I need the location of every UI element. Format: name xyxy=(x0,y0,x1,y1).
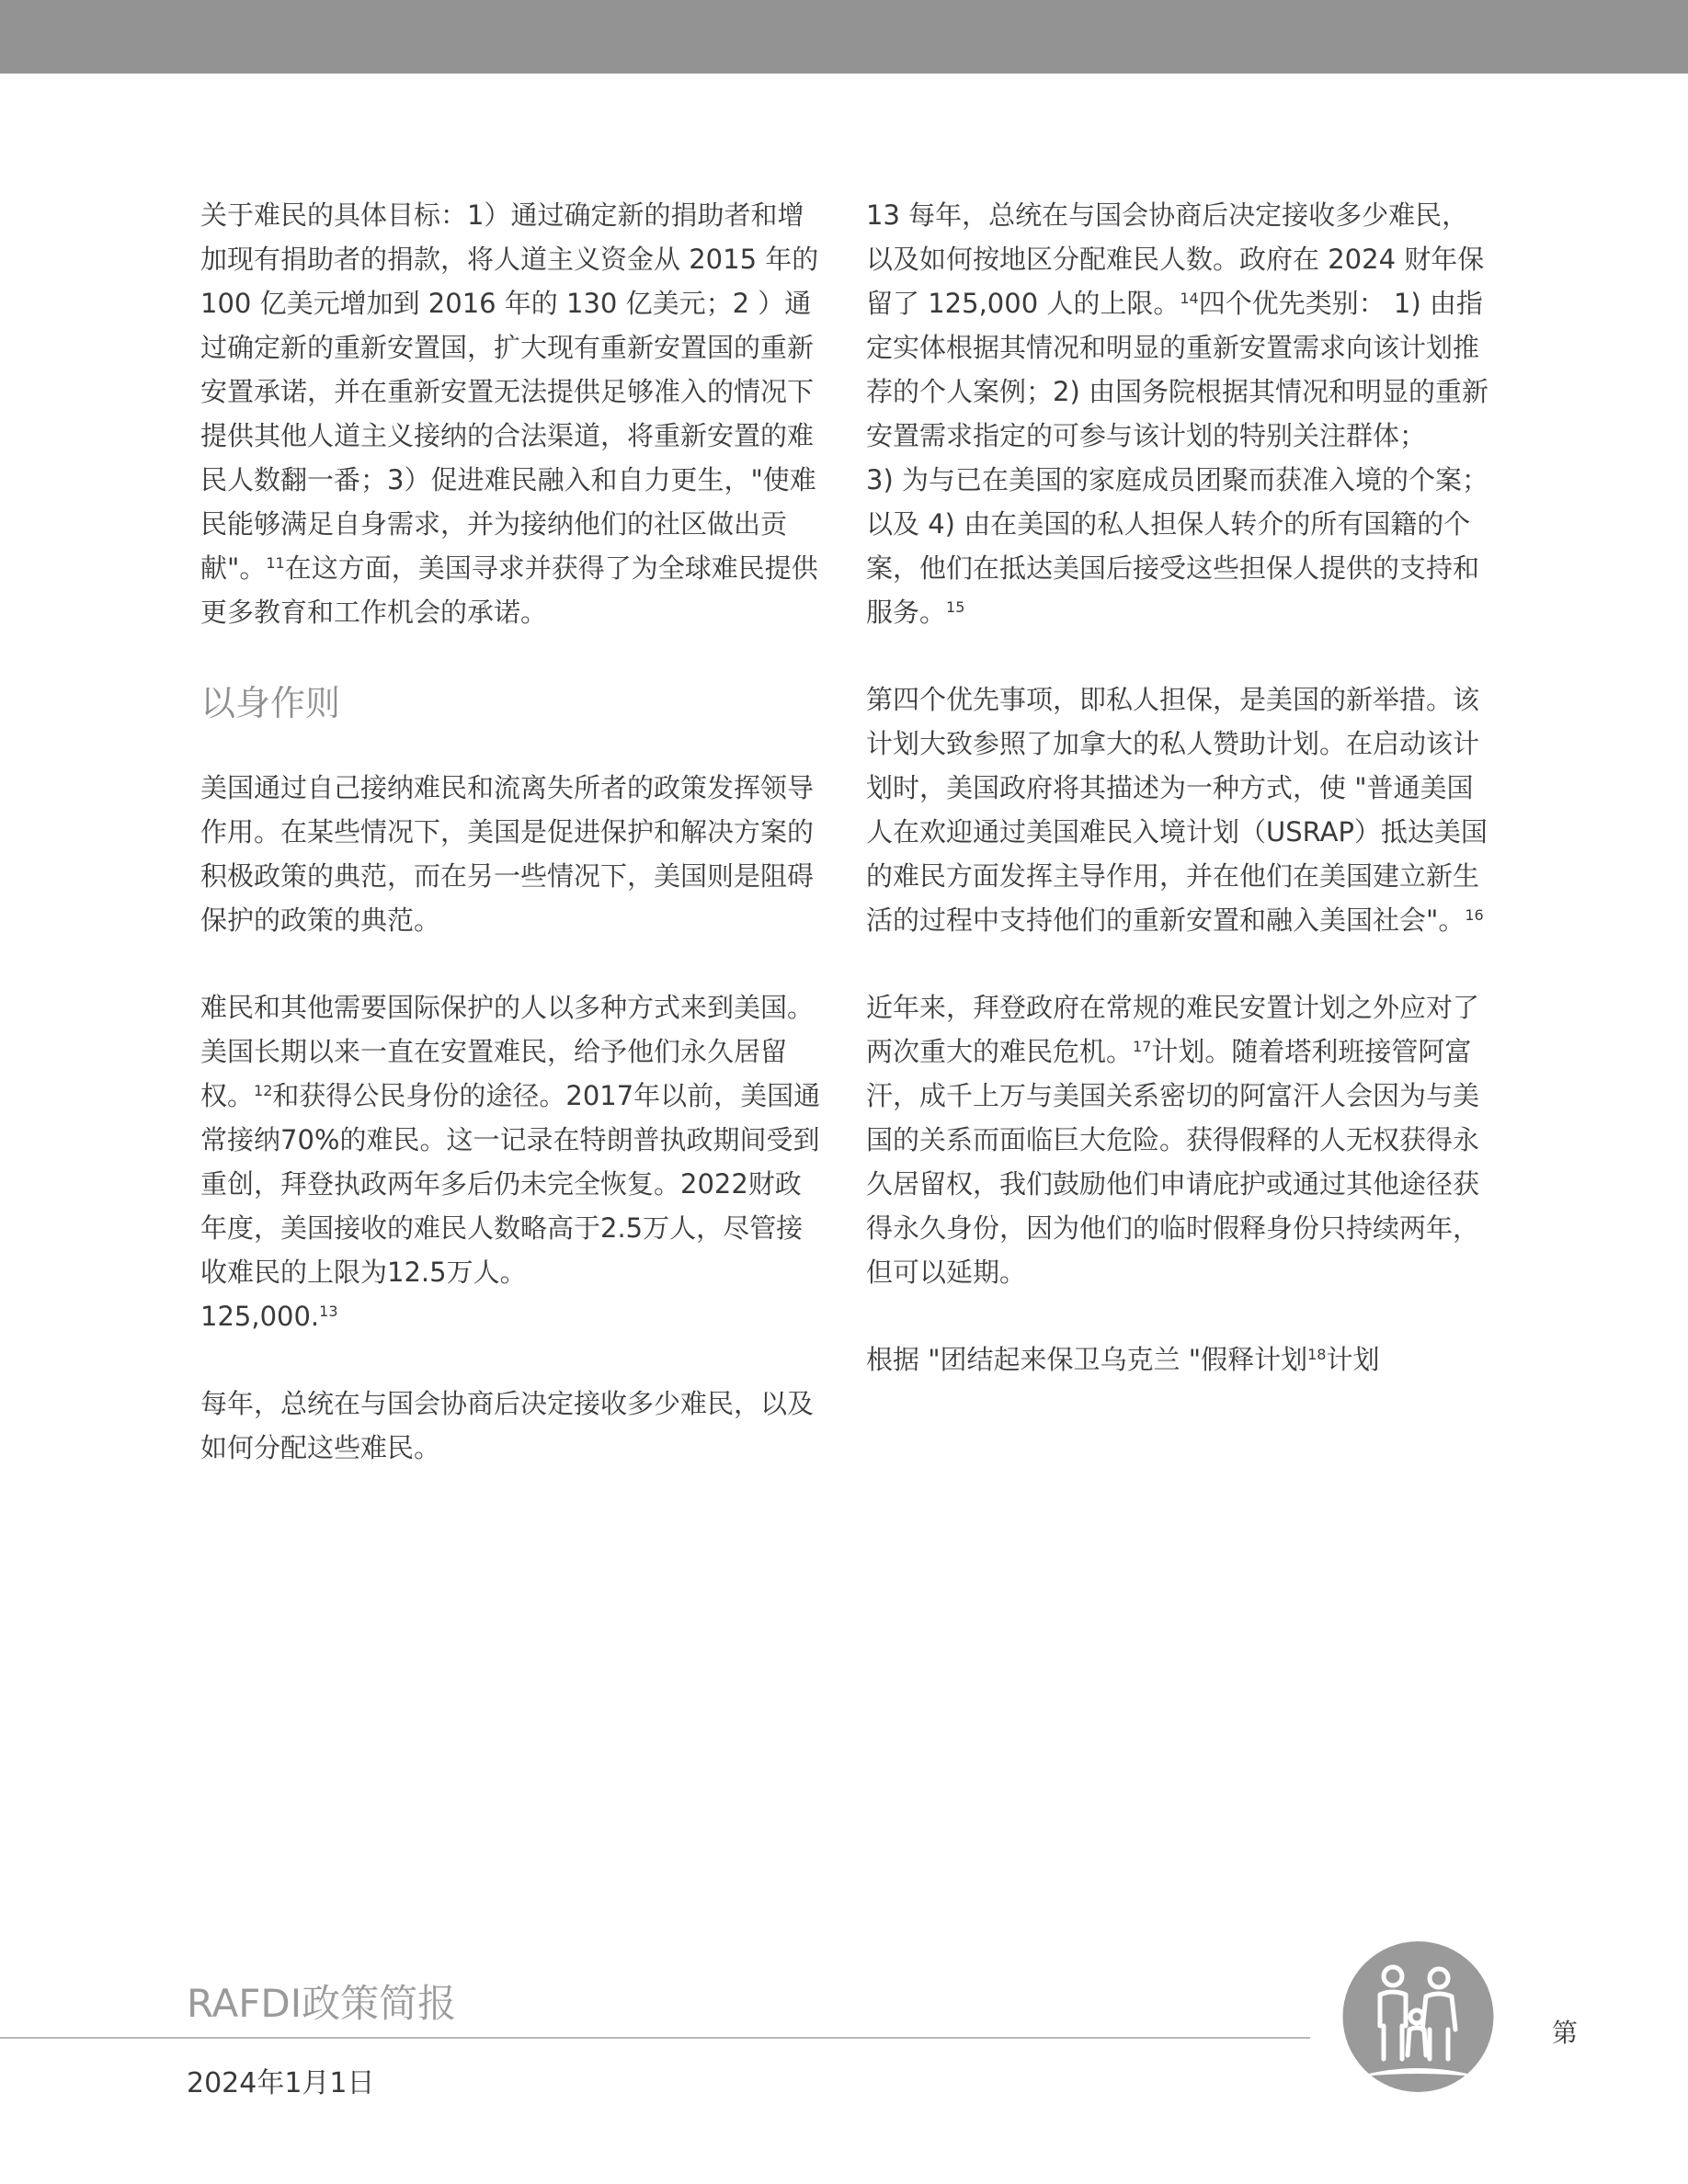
paragraph: 13 每年，总统在与国会协商后决定接收多少难民，以及如何按地区分配难民人数。政府在 2024 财年保留了 125,000 人的上限。$^{14}$四个优先类别： 1) 由指定实体根据其情况和明显的重新安置需求向该计划推荐的个人案例；2) 由国务院根据其情况和明显的重新安置需求指定的可参与该计划的特别关注群体； xyxy=(866,199,1488,451)
footer-page-number: 第 xyxy=(1552,2018,1579,2048)
left-column xyxy=(200,193,826,1513)
footnote-ref[interactable]: 11 xyxy=(266,554,285,572)
paragraph: 第四个优先事项，即私人担保，是美国的新举措。该计划大致参照了加拿大的私人赞助计划。在启动该计划时，美国政府将其描述为一种方式，使 "普通美国人在欢迎通过美国难民入境计划（USRAP）抵达美国的难民方面发挥主导作用，并在他们在美国建立新生活的过程中支持他们的重新安置和融入美国社会"。$^{16}$ xyxy=(866,684,1488,936)
paragraph: 近年来，拜登政府在常规的难民安置计划之外应对了两次重大的难民危机。$^{17}$计划。随着塔利班接管阿富汗，成千上万与美国关系密切的阿富汗人会因为与美国的关系而面临巨大危险。获得假释的人无权获得永久居留权，我们鼓励他们申请庇护或通过其他途径获得永久身份，因为他们的临时假释身份只持续两年，但可以延期。 xyxy=(866,992,1480,1288)
footer-date: 2024年1月1日 xyxy=(187,2067,375,2099)
footer-divider xyxy=(0,2037,1310,2039)
footnote-ref[interactable]: 15 xyxy=(946,598,965,616)
footnote-ref[interactable]: 14 xyxy=(1180,290,1199,307)
footnote-ref[interactable]: 12 xyxy=(254,1082,273,1099)
footnote-ref[interactable]: 13 xyxy=(319,1302,338,1320)
paragraph: 3) 为与已在美国的家庭成员团聚而获准入境的个案；以及 4) 由在美国的私人担保人转介的所有国籍的个案，他们在抵达美国后接受这些担保人提供的支持和服务。$^{15}$ xyxy=(866,464,1488,628)
footnote-ref[interactable]: 18 xyxy=(1307,1346,1327,1363)
paragraph: 关于难民的具体目标：1）通过确定新的捐助者和增加现有捐助者的捐款，将人道主义资金从 2015 年的 100 亿美元增加到 2016 年的 130 亿美元；2 ）通过确定新的重新安置国，扩大现有重新安置国的重新安置承诺，并在重新安置无法提供足够准入的情况下提供其他人道主义接纳的合法渠道，将重新安置的难民人数翻一番；3）促进难民融入和自力更生，"使难民能够满足自身需求，并为接纳他们的社区做出贡献"。$^{11}$在这方面，美国寻求并获得了为全球难民提供更多教育和工作机会的承诺。 xyxy=(200,199,819,628)
paragraph: 难民和其他需要国际保护的人以多种方式来到美国。美国长期以来一直在安置难民，给予他们永久居留权。$^{12}$和获得公民身份的途径。2017年以前，美国通常接纳70%的难民。这一记录在特朗普执政期间受到重创，拜登执政两年多后仍未完全恢复。2022财政年度，美国接收的难民人数略高于2.5万人，尽管接收难民的上限为12.5万人。 125,000.13 xyxy=(200,992,821,1332)
family-logo-icon xyxy=(1338,1941,1499,2102)
paragraph: 每年，总统在与国会协商后决定接收多少难民，以及如何分配这些难民。 xyxy=(200,1388,815,1463)
footnote-ref[interactable]: 16 xyxy=(1465,906,1484,924)
footnote-ref[interactable]: 17 xyxy=(1133,1038,1152,1055)
section-heading: 以身作则 xyxy=(200,683,341,723)
right-column xyxy=(866,193,1491,1425)
top-bar xyxy=(0,0,1688,74)
paragraph: 根据 "团结起来保卫乌克兰 "假释计划$^{18}$计划 xyxy=(866,1344,1380,1375)
paragraph: 美国通过自己接纳难民和流离失所者的政策发挥领导作用。在某些情况下，美国是促进保护和解决方案的积极政策的典范，而在另一些情况下，美国则是阻碍保护的政策的典范。 xyxy=(200,772,815,936)
footer-title: RAFDI政策简报 xyxy=(187,1981,457,2026)
